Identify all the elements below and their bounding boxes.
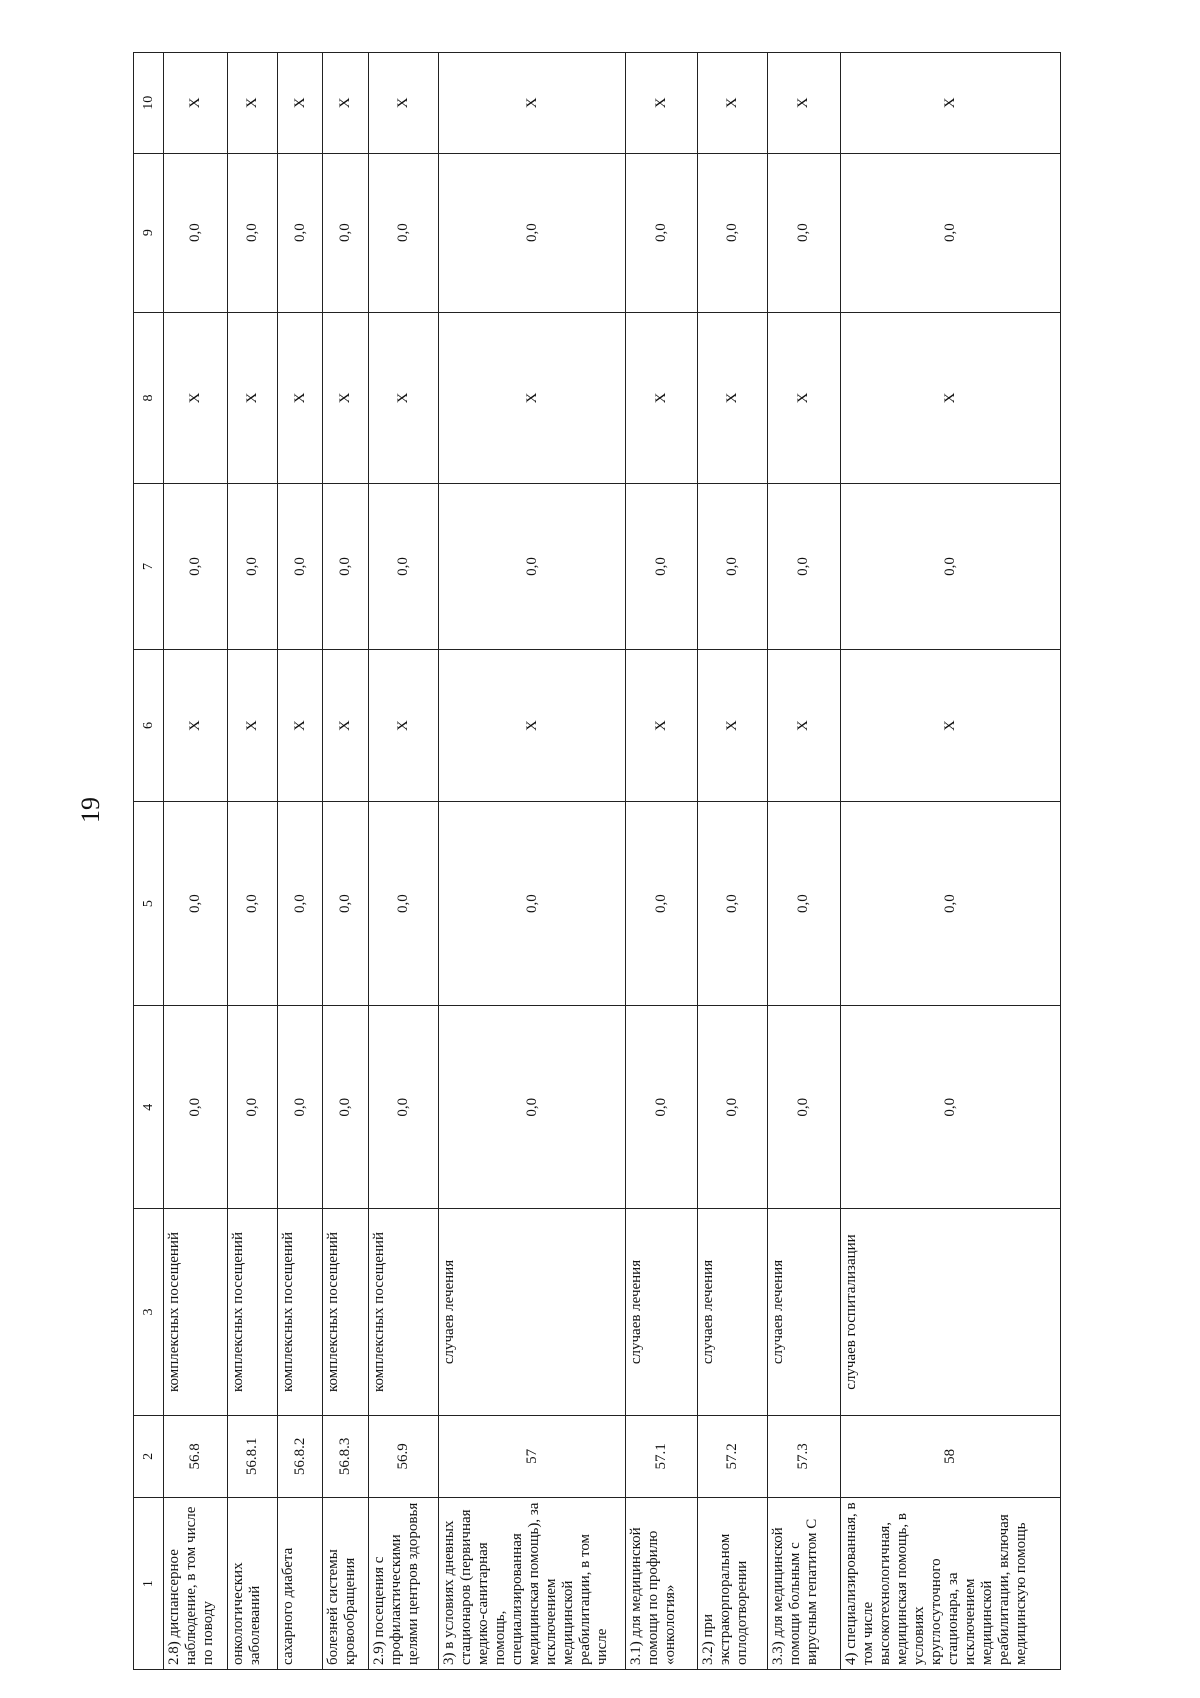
column-header: 2 — [134, 1415, 164, 1498]
cell-col9: 0,0 — [227, 153, 277, 312]
data-table — [133, 52, 1061, 1670]
row-code: 56.9 — [369, 1415, 439, 1498]
cell-col10: Х — [323, 53, 369, 154]
cell-col4: 0,0 — [698, 1005, 768, 1209]
row-code: 58 — [840, 1415, 1060, 1498]
cell-col4: 0,0 — [768, 1005, 840, 1209]
table-row — [840, 53, 1060, 1670]
cell-col6: Х — [227, 649, 277, 802]
column-header: 5 — [134, 802, 164, 1006]
cell-col10: Х — [369, 53, 439, 154]
cell-col10: Х — [625, 53, 697, 154]
row-unit: комплексных посещений — [227, 1209, 277, 1415]
cell-col10: Х — [163, 53, 227, 154]
column-header: 3 — [134, 1209, 164, 1415]
cell-col6: Х — [369, 649, 439, 802]
column-header: 9 — [134, 153, 164, 312]
column-header: 8 — [134, 312, 164, 484]
page-number: 19 — [76, 797, 105, 823]
cell-col7: 0,0 — [163, 484, 227, 649]
cell-col9: 0,0 — [840, 153, 1060, 312]
cell-col7: 0,0 — [227, 484, 277, 649]
cell-col7: 0,0 — [768, 484, 840, 649]
cell-col5: 0,0 — [840, 802, 1060, 1006]
cell-col5: 0,0 — [698, 802, 768, 1006]
table-row — [625, 53, 697, 1670]
cell-col9: 0,0 — [323, 153, 369, 312]
cell-col5: 0,0 — [163, 802, 227, 1006]
cell-col9: 0,0 — [163, 153, 227, 312]
row-unit: комплексных посещений — [277, 1209, 323, 1415]
cell-col4: 0,0 — [323, 1005, 369, 1209]
column-header: 7 — [134, 484, 164, 649]
table-row — [163, 53, 227, 1670]
row-name: 3.2) при экстракорпоральном оплодотворении — [698, 1498, 768, 1670]
cell-col8: Х — [698, 312, 768, 484]
row-code: 56.8.1 — [227, 1415, 277, 1498]
table-row — [227, 53, 277, 1670]
row-unit: случаев лечения — [768, 1209, 840, 1415]
row-name: 3) в условиях дневных стационаров (первичная медико-санитарная помощь, специализированная медицинская помощь), за исключением медицинской реабилитации, в том числе — [439, 1498, 625, 1670]
row-code: 56.8 — [163, 1415, 227, 1498]
row-name: 3.1) для медицинской помощи по профилю «онкология» — [625, 1498, 697, 1670]
cell-col5: 0,0 — [227, 802, 277, 1006]
cell-col5: 0,0 — [625, 802, 697, 1006]
table-row — [698, 53, 768, 1670]
cell-col8: Х — [768, 312, 840, 484]
cell-col8: Х — [369, 312, 439, 484]
cell-col4: 0,0 — [625, 1005, 697, 1209]
cell-col9: 0,0 — [439, 153, 625, 312]
cell-col6: Х — [625, 649, 697, 802]
cell-col8: Х — [323, 312, 369, 484]
cell-col10: Х — [698, 53, 768, 154]
cell-col7: 0,0 — [698, 484, 768, 649]
cell-col5: 0,0 — [439, 802, 625, 1006]
cell-col9: 0,0 — [369, 153, 439, 312]
cell-col5: 0,0 — [369, 802, 439, 1006]
cell-col8: Х — [439, 312, 625, 484]
cell-col9: 0,0 — [768, 153, 840, 312]
row-name: 2.8) диспансерное наблюдение, в том числе по поводу — [163, 1498, 227, 1670]
cell-col10: Х — [840, 53, 1060, 154]
cell-col7: 0,0 — [439, 484, 625, 649]
cell-col10: Х — [768, 53, 840, 154]
cell-col5: 0,0 — [323, 802, 369, 1006]
cell-col7: 0,0 — [323, 484, 369, 649]
cell-col8: Х — [227, 312, 277, 484]
cell-col10: Х — [439, 53, 625, 154]
row-unit: случаев лечения — [698, 1209, 768, 1415]
row-code: 57.3 — [768, 1415, 840, 1498]
row-unit: комплексных посещений — [369, 1209, 439, 1415]
cell-col6: Х — [768, 649, 840, 802]
column-header: 6 — [134, 649, 164, 802]
cell-col4: 0,0 — [439, 1005, 625, 1209]
cell-col6: Х — [439, 649, 625, 802]
cell-col5: 0,0 — [277, 802, 323, 1006]
cell-col7: 0,0 — [369, 484, 439, 649]
table-row — [323, 53, 369, 1670]
row-unit: комплексных посещений — [163, 1209, 227, 1415]
cell-col7: 0,0 — [277, 484, 323, 649]
column-header: 1 — [134, 1498, 164, 1670]
cell-col7: 0,0 — [840, 484, 1060, 649]
data-table-container — [133, 52, 1061, 1670]
cell-col8: Х — [277, 312, 323, 484]
table-row — [369, 53, 439, 1670]
cell-col4: 0,0 — [163, 1005, 227, 1209]
row-code: 57.1 — [625, 1415, 697, 1498]
cell-col9: 0,0 — [625, 153, 697, 312]
row-name: 4) специализированная, в том числе высокотехнологичная, медицинская помощь, в условиях круглосуточного стационара, за исключением медицинской реабилитации, включая медицинскую помощь — [840, 1498, 1060, 1670]
row-name: болезней системы кровообращения — [323, 1498, 369, 1670]
cell-col4: 0,0 — [277, 1005, 323, 1209]
row-code: 56.8.2 — [277, 1415, 323, 1498]
cell-col9: 0,0 — [277, 153, 323, 312]
cell-col8: Х — [840, 312, 1060, 484]
cell-col10: Х — [277, 53, 323, 154]
table-row — [439, 53, 625, 1670]
row-unit: случаев лечения — [625, 1209, 697, 1415]
cell-col6: Х — [698, 649, 768, 802]
cell-col8: Х — [625, 312, 697, 484]
row-name: сахарного диабета — [277, 1498, 323, 1670]
row-code: 57 — [439, 1415, 625, 1498]
cell-col9: 0,0 — [698, 153, 768, 312]
cell-col10: Х — [227, 53, 277, 154]
cell-col6: Х — [840, 649, 1060, 802]
cell-col4: 0,0 — [840, 1005, 1060, 1209]
row-unit: случаев лечения — [439, 1209, 625, 1415]
row-unit: случаев госпитализации — [840, 1209, 1060, 1415]
row-name: онкологических заболеваний — [227, 1498, 277, 1670]
row-unit: комплексных посещений — [323, 1209, 369, 1415]
cell-col4: 0,0 — [369, 1005, 439, 1209]
row-code: 57.2 — [698, 1415, 768, 1498]
cell-col6: Х — [323, 649, 369, 802]
cell-col4: 0,0 — [227, 1005, 277, 1209]
row-name: 2.9) посещения с профилактическими целями центров здоровья — [369, 1498, 439, 1670]
header-row — [134, 53, 164, 1670]
column-header: 10 — [134, 53, 164, 154]
cell-col8: Х — [163, 312, 227, 484]
table-row — [277, 53, 323, 1670]
cell-col7: 0,0 — [625, 484, 697, 649]
cell-col6: Х — [277, 649, 323, 802]
cell-col6: Х — [163, 649, 227, 802]
column-header: 4 — [134, 1005, 164, 1209]
cell-col5: 0,0 — [768, 802, 840, 1006]
row-name: 3.3) для медицинской помощи больным с вирусным гепатитом С — [768, 1498, 840, 1670]
table-row — [768, 53, 840, 1670]
row-code: 56.8.3 — [323, 1415, 369, 1498]
